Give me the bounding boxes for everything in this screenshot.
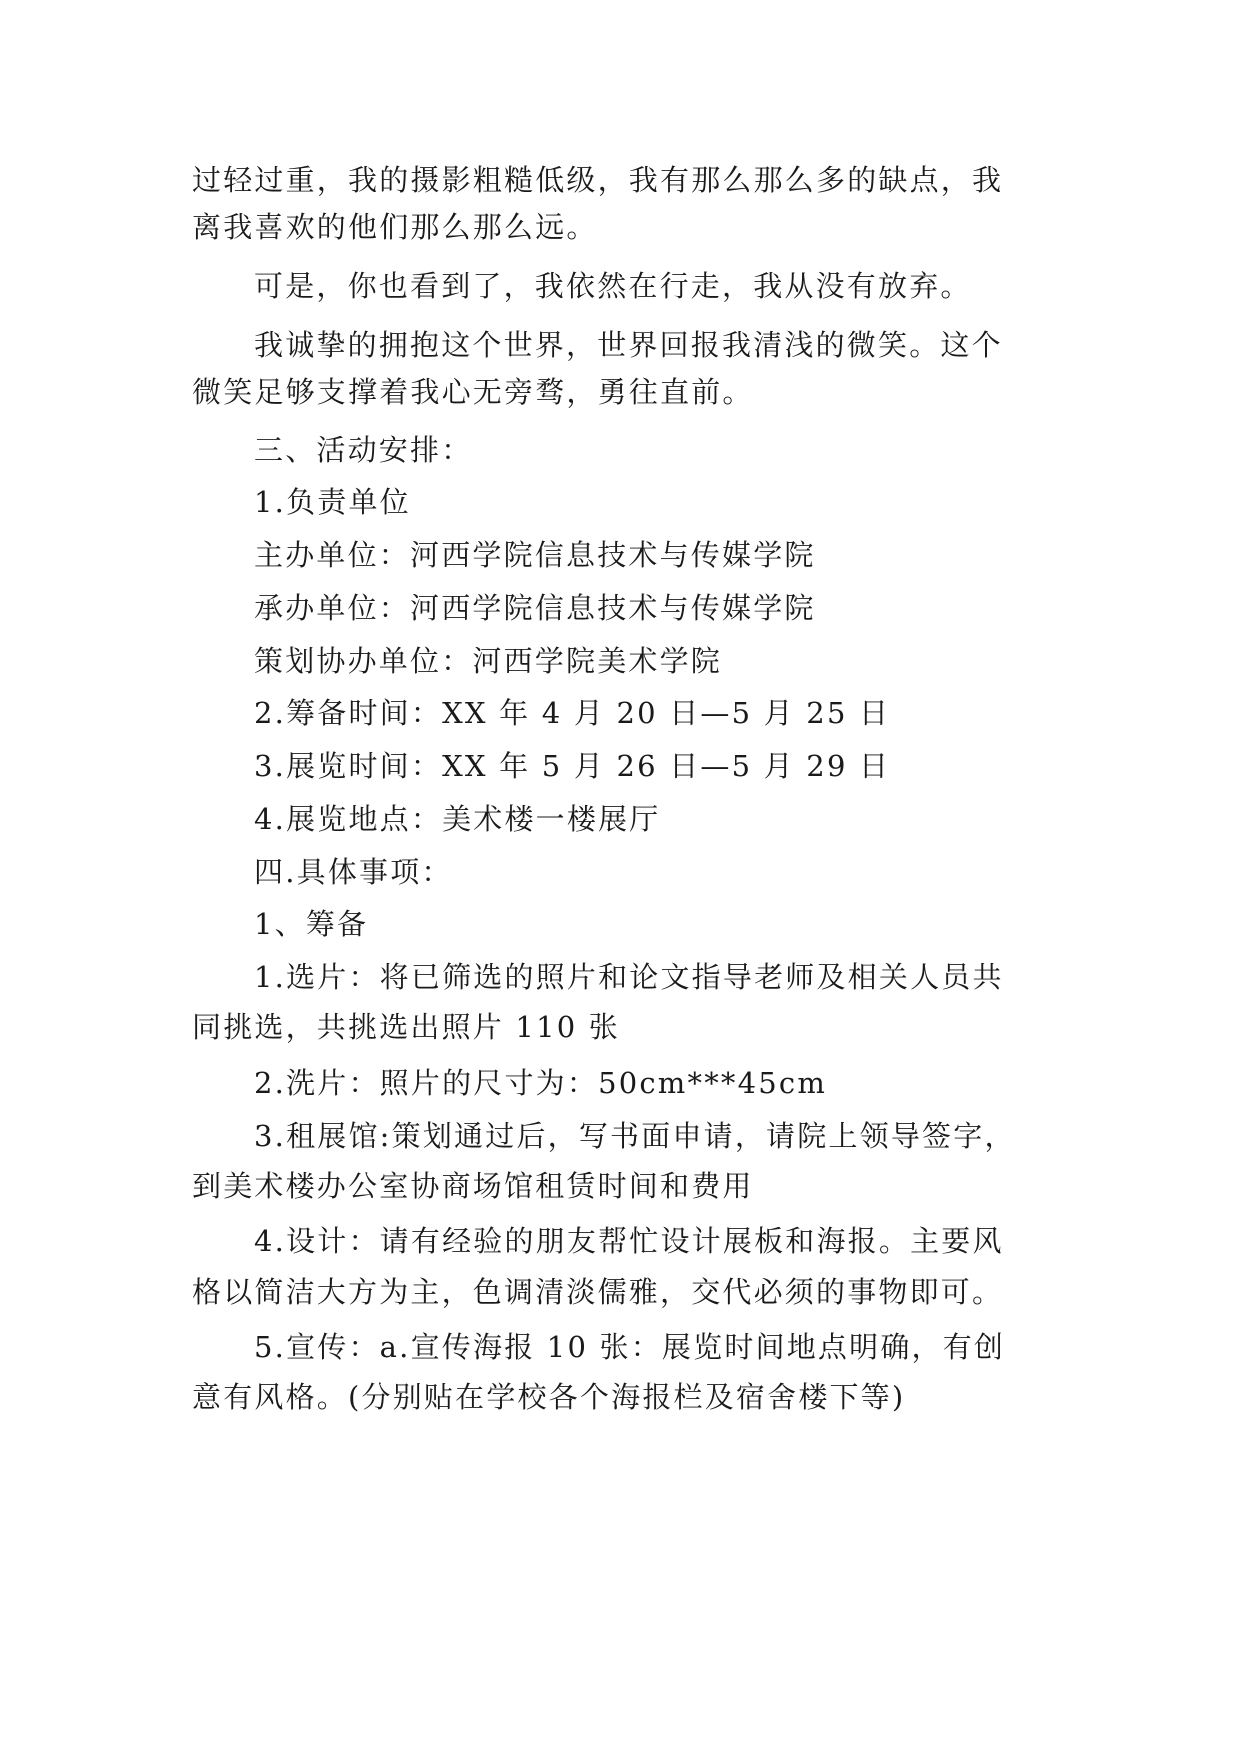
paragraph-line: 微笑足够支撑着我心无旁骛，勇往直前。 bbox=[192, 375, 754, 409]
paragraph-line: 3.租展馆:策划通过后，写书面申请，请院上领导签字， bbox=[254, 1119, 1016, 1153]
paragraph-line: 过轻过重，我的摄影粗糙低级，我有那么那么多的缺点，我 bbox=[192, 163, 1004, 197]
paragraph-line: 我诚挚的拥抱这个世界，世界回报我清浅的微笑。这个 bbox=[254, 328, 1003, 362]
paragraph-line: 3.展览时间：XX 年 5 月 26 日—5 月 29 日 bbox=[254, 749, 891, 783]
paragraph-line: 2.筹备时间：XX 年 4 月 20 日—5 月 25 日 bbox=[254, 696, 891, 730]
paragraph-line: 格以简洁大方为主，色调清淡儒雅，交代必须的事物即可。 bbox=[192, 1275, 1004, 1309]
paragraph-line: 同挑选，共挑选出照片 110 张 bbox=[192, 1010, 620, 1044]
paragraph-line: 可是，你也看到了，我依然在行走，我从没有放弃。 bbox=[254, 269, 972, 303]
paragraph-line: 5.宣传：a.宣传海报 10 张：展览时间地点明确，有创 bbox=[254, 1330, 1006, 1364]
paragraph-line: 策划协办单位：河西学院美术学院 bbox=[254, 644, 723, 678]
paragraph-line: 4.设计：请有经验的朋友帮忙设计展板和海报。主要风 bbox=[254, 1224, 1004, 1258]
paragraph-line: 1.负责单位 bbox=[254, 485, 411, 519]
section-heading: 三、活动安排： bbox=[254, 433, 473, 467]
paragraph-line: 主办单位：河西学院信息技术与传媒学院 bbox=[254, 538, 816, 572]
paragraph-line: 承办单位：河西学院信息技术与传媒学院 bbox=[254, 591, 816, 625]
paragraph-line: 1.选片：将已筛选的照片和论文指导老师及相关人员共 bbox=[254, 960, 1004, 994]
section-heading: 四.具体事项： bbox=[254, 855, 453, 889]
paragraph-line: 离我喜欢的他们那么那么远。 bbox=[192, 210, 598, 244]
paragraph-line: 到美术楼办公室协商场馆租赁时间和费用 bbox=[192, 1169, 754, 1203]
paragraph-line: 4.展览地点：美术楼一楼展厅 bbox=[254, 802, 661, 836]
paragraph-line: 1、筹备 bbox=[254, 907, 369, 941]
paragraph-line: 2.洗片：照片的尺寸为：50cm***45cm bbox=[254, 1066, 828, 1100]
paragraph-line: 意有风格。(分别贴在学校各个海报栏及宿舍楼下等) bbox=[192, 1380, 906, 1414]
